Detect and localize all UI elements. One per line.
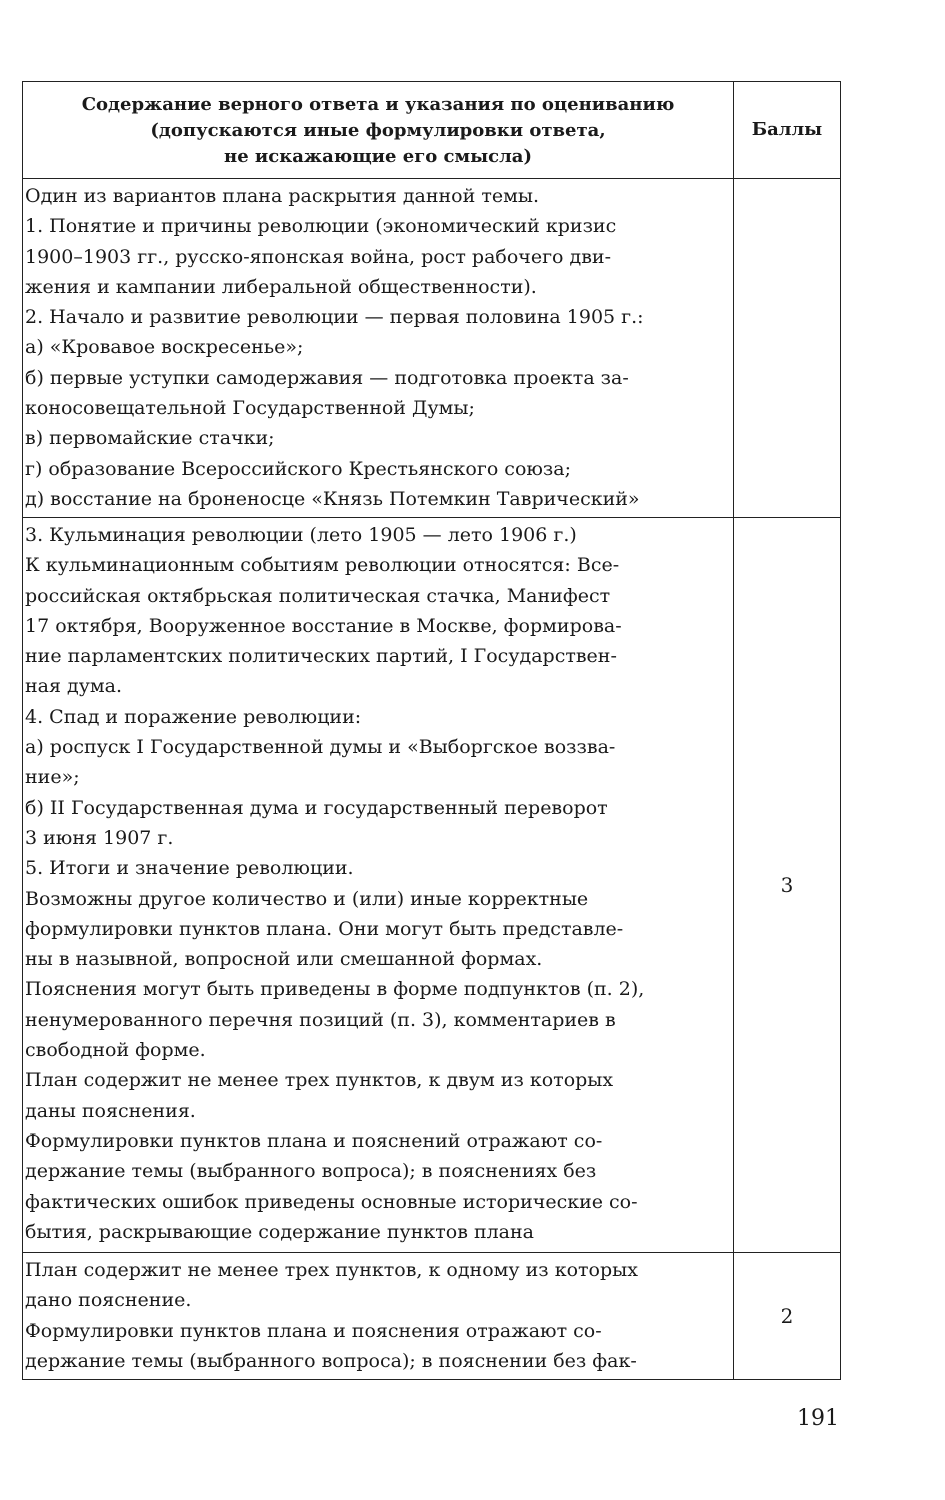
text-line: держание темы (выбранного вопроса); в пояснении без фак- — [25, 1349, 637, 1372]
table-row — [23, 1253, 841, 1380]
text-line: российская октябрьская политическая стачка, Манифест — [25, 584, 611, 607]
header-answer-content — [23, 82, 734, 179]
text-line: Пояснения могут быть приведены в форме подпунктов (п. 2), — [25, 978, 645, 1001]
text-line: 1. Понятие и причины революции (экономический кризис — [25, 215, 617, 238]
text-line: Формулировки пунктов плана и пояснений отражают со- — [25, 1129, 603, 1152]
text-line: Один из вариантов плана раскрытия данной темы. — [25, 185, 540, 207]
text-line: ние»; — [25, 766, 80, 789]
header-line: не искажающие его смысла) — [224, 146, 532, 167]
header-line: Содержание верного ответа и указания по оцениванию — [81, 94, 675, 115]
text-line: 3 июня 1907 г. — [25, 826, 174, 849]
header-line: (допускаются иные формулировки ответа, — [150, 120, 606, 141]
text-line: План содержит не менее трех пунктов, к одному из которых — [25, 1259, 638, 1281]
text-line: в) первомайские стачки; — [25, 427, 275, 450]
text-line: свободной форме. — [25, 1039, 206, 1062]
text-line: 4. Спад и поражение революции: — [25, 705, 362, 728]
table-header-row — [23, 82, 841, 179]
text-line: 17 октября, Вооруженное восстание в Москве, формирова- — [25, 614, 622, 637]
score-cell: 3 — [734, 518, 841, 1253]
text-line: а) «Кровавое воскресенье»; — [25, 336, 304, 359]
criteria-cell — [23, 518, 734, 1253]
score-cell — [734, 179, 841, 518]
text-line: фактических ошибок приведены основные исторические со- — [25, 1190, 638, 1213]
text-line: ная дума. — [25, 675, 123, 698]
score-cell: 2 — [734, 1253, 841, 1380]
text-line: д) восстание на броненосце «Князь Потемкин Таврический» — [25, 487, 640, 510]
table-row — [23, 179, 841, 518]
criteria-cell — [23, 1253, 734, 1380]
text-line: бытия, раскрывающие содержание пунктов плана — [25, 1220, 534, 1243]
page-number: 191 — [797, 1406, 839, 1431]
text-line: ние парламентских политических партий, I Государствен- — [25, 645, 617, 668]
text-line: формулировки пунктов плана. Они могут быть представле- — [25, 917, 624, 940]
header-score: Баллы — [734, 82, 841, 179]
text-line: 3. Кульминация революции (лето 1905 — лето 1906 г.) — [25, 524, 577, 546]
text-line: дано пояснение. — [25, 1289, 192, 1312]
text-line: К кульминационным событиям революции относятся: Все- — [25, 554, 620, 577]
text-line: а) роспуск I Государственной думы и «Выборгское воззва- — [25, 736, 616, 759]
text-line: Возможны другое количество и (или) иные корректные — [25, 887, 589, 910]
criteria-cell — [23, 179, 734, 518]
table-row — [23, 518, 841, 1253]
text-line: жения и кампании либеральной общественности). — [25, 275, 537, 298]
text-line: 2. Начало и развитие революции — первая половина 1905 г.: — [25, 306, 644, 329]
text-line: б) II Государственная дума и государственный переворот — [25, 796, 608, 819]
text-line: Формулировки пунктов плана и пояснения отражают со- — [25, 1319, 602, 1342]
text-line: б) первые уступки самодержавия — подготовка проекта за- — [25, 366, 629, 389]
text-line: даны пояснения. — [25, 1099, 196, 1122]
text-line: 5. Итоги и значение революции. — [25, 857, 354, 880]
text-line: План содержит не менее трех пунктов, к двум из которых — [25, 1069, 614, 1092]
scoring-table — [22, 81, 841, 1380]
text-line: 1900–1903 гг., русско-японская война, рост рабочего дви- — [25, 245, 612, 268]
text-line: г) образование Всероссийского Крестьянского союза; — [25, 457, 572, 480]
text-line: ны в назывной, вопросной или смешанной формах. — [25, 948, 543, 971]
text-line: коносовещательной Государственной Думы; — [25, 397, 475, 420]
text-line: держание темы (выбранного вопроса); в пояснениях без — [25, 1160, 597, 1183]
text-line: ненумерованного перечня позиций (п. 3), комментариев в — [25, 1008, 616, 1031]
